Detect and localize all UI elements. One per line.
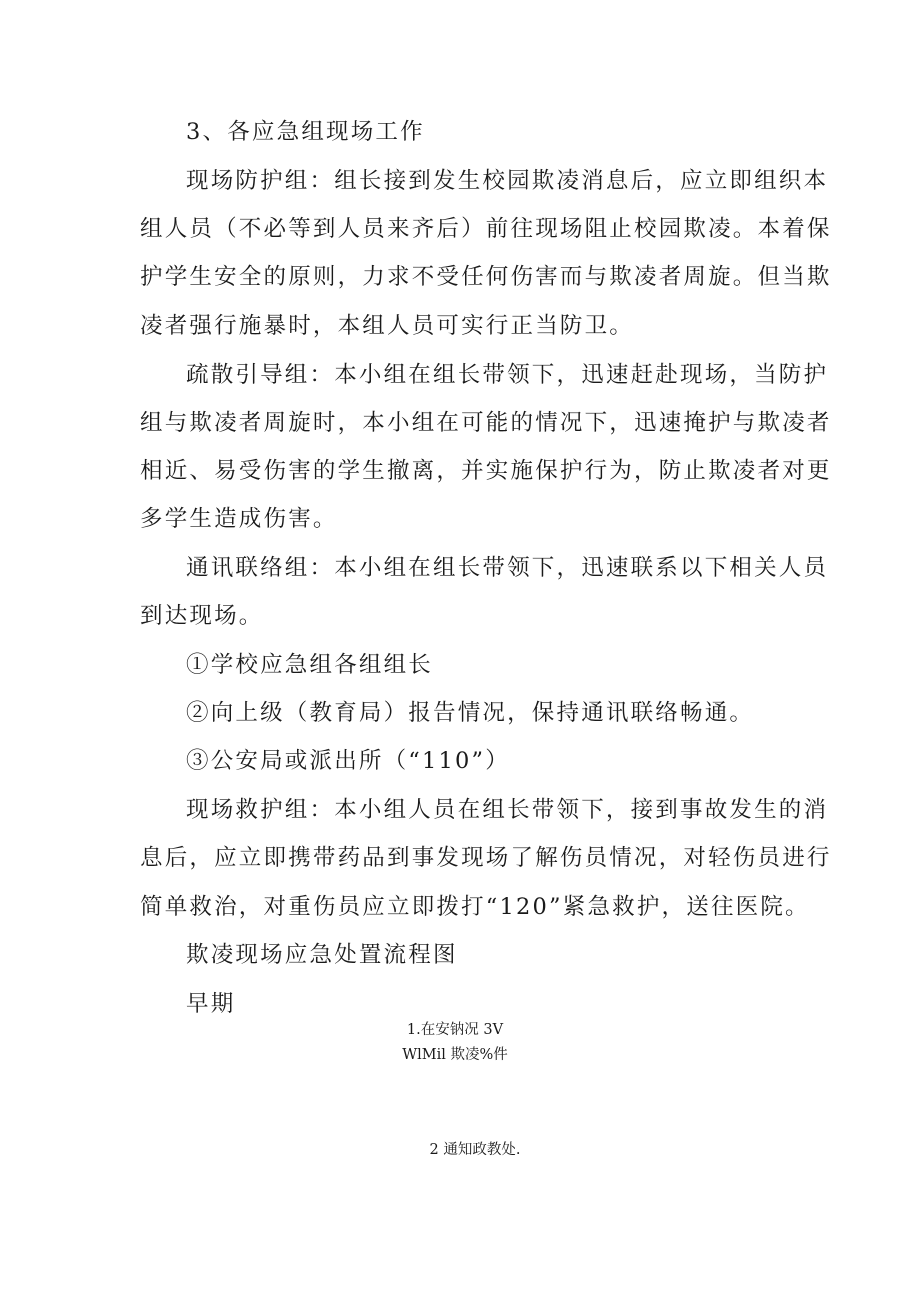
evacuation-paragraph-line-4: 多学生造成伤害。	[140, 506, 338, 532]
protection-paragraph-line-2: 组人员（不必等到人员来齐后）前往现场阻止校园欺凌。本着保	[140, 216, 832, 242]
rescue-paragraph-line-2: 息后，应立即携带药品到事发现场了解伤员情况，对轻伤员进行	[140, 845, 832, 871]
evacuation-paragraph-line-1: 疏散引导组：本小组在组长带领下，迅速赶赴现场，当防护	[186, 362, 829, 388]
flowchart-title: 欺凌现场应急处置流程图	[186, 942, 458, 968]
communication-paragraph-line-1: 通讯联络组：本小组在组长带领下，迅速联系以下相关人员	[186, 555, 829, 581]
communication-paragraph-line-2: 到达现场。	[140, 603, 264, 629]
rescue-paragraph-line-3: 简单救治，对重伤员应立即拨打“120”紧急救护，送往医院。	[140, 894, 810, 920]
evacuation-paragraph-line-2: 组与欺凌者周旋时，本小组在可能的情况下，迅速掩护与欺凌者	[140, 410, 832, 436]
protection-paragraph-line-3: 护学生安全的原则，力求不受任何伤害而与欺凌者周旋。但当欺	[140, 264, 832, 290]
evacuation-paragraph-line-3: 相近、易受伤害的学生撤离，并实施保护行为，防止欺凌者对更	[140, 458, 832, 484]
flow-step-2: 2 通知政教处.	[429, 1142, 521, 1158]
communication-list-item-1: ①学校应急组各组组长	[186, 652, 434, 678]
communication-list-item-3: ③公安局或派出所（“110”）	[186, 748, 510, 774]
early-stage-label: 早期	[186, 991, 236, 1017]
section-heading: 3、各应急组现场工作	[186, 119, 425, 145]
protection-paragraph-line-1: 现场防护组：组长接到发生校园欺凌消息后，应立即组织本	[186, 168, 829, 194]
communication-list-item-2: ②向上级（教育局）报告情况，保持通讯联络畅通。	[186, 700, 755, 726]
flow-step-1-line-1: 1.在安钠况 3V	[406, 1022, 504, 1038]
protection-paragraph-line-4: 凌者强行施暴时，本组人员可实行正当防卫。	[140, 313, 635, 339]
rescue-paragraph-line-1: 现场救护组：本小组人员在组长带领下，接到事故发生的消	[186, 797, 829, 823]
flow-step-1-line-2: WlMil 欺凌%件	[402, 1047, 508, 1063]
